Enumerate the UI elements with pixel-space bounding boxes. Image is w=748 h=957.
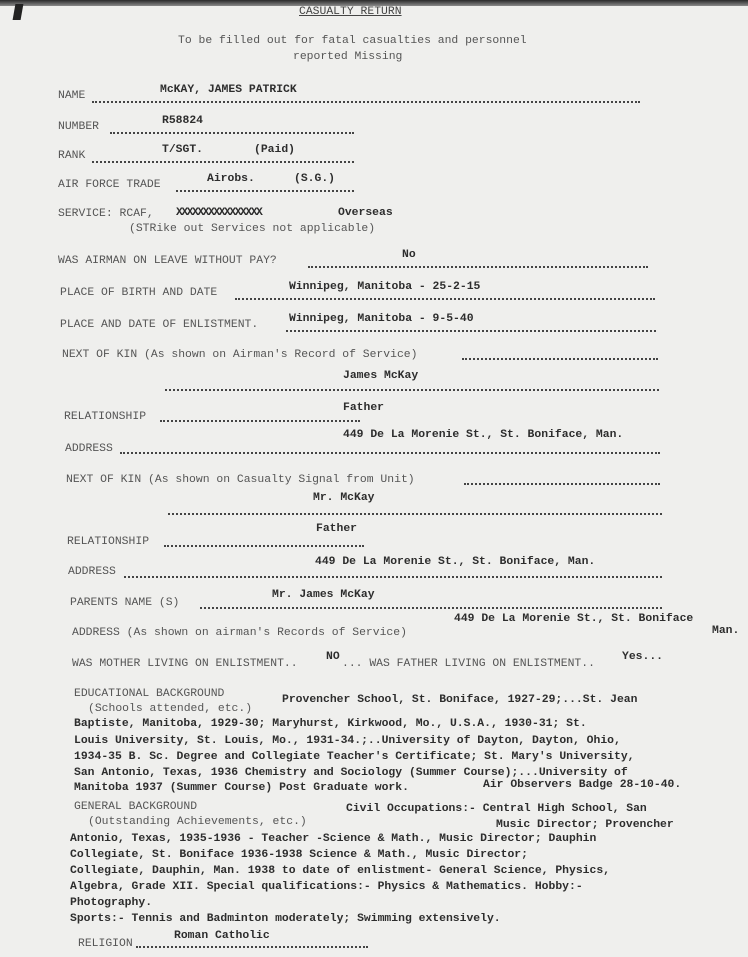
nok1-address-label: ADDRESS [65, 443, 113, 455]
trade-dots [176, 190, 354, 192]
nok1-dots [462, 358, 658, 360]
father-living-value: Yes... [622, 651, 664, 663]
enlistment-label: PLACE AND DATE OF ENLISTMENT. [60, 319, 259, 331]
parents-value: Mr. James McKay [272, 589, 375, 601]
nok2-value-dots [168, 513, 662, 515]
scan-mark [13, 4, 24, 20]
number-dots [110, 132, 354, 134]
education-sublabel: (Schools attended, etc.) [88, 703, 253, 715]
general-line: Music Director; Provencher [496, 819, 674, 831]
nok1-address-value: 449 De La Morenie St., St. Boniface, Man. [343, 429, 624, 441]
rank-paid-value: (Paid) [254, 144, 296, 156]
trade-label: AIR FORCE TRADE [58, 179, 161, 191]
trade-value: Airobs. [207, 173, 255, 185]
education-line: 1934-35 B. Sc. Degree and Collegiate Teacher's Certificate; St. Mary's University, [74, 751, 635, 763]
parents-address-label: ADDRESS (As shown on airman's Records of Service) [72, 627, 407, 639]
nok1-relationship-label: RELATIONSHIP [64, 411, 147, 423]
name-label: NAME [58, 90, 86, 102]
father-living-label: ... WAS FATHER LIVING ON ENLISTMENT.. [342, 658, 595, 670]
general-line: Civil Occupations:- Central High School, San [346, 803, 647, 815]
service-note: (STRike out Services not applicable) [129, 223, 376, 235]
general-line: Collegiate, St. Boniface 1936-1938 Science & Math., Music Director; [70, 849, 528, 861]
nok2-relationship-label: RELATIONSHIP [67, 536, 150, 548]
birth-value: Winnipeg, Manitoba - 25-2-15 [289, 281, 481, 293]
subtitle-line-2: reported Missing [293, 51, 403, 63]
general-line: Collegiate, Dauphin, Man. 1938 to date of enlistment- General Science, Physics, [70, 865, 611, 877]
parents-address-value-2: Man. [712, 625, 740, 637]
general-label: GENERAL BACKGROUND [74, 801, 198, 813]
birth-dots [235, 298, 655, 300]
nok2-label: NEXT OF KIN (As shown on Casualty Signal from Unit) [66, 474, 415, 486]
education-line: San Antonio, Texas, 1936 Chemistry and Sociology (Summer Course);...University of [74, 767, 628, 779]
birth-label: PLACE OF BIRTH AND DATE [60, 287, 218, 299]
mother-living-label: WAS MOTHER LIVING ON ENLISTMENT.. [72, 658, 298, 670]
rank-dots [92, 161, 354, 163]
education-line: Manitoba 1937 (Summer Course) Post Graduate work. [74, 782, 409, 794]
number-label: NUMBER [58, 121, 100, 133]
general-line: Algebra, Grade XII. Special qualifications:- Physics & Mathematics. Hobby:- [70, 881, 583, 893]
general-line: Sports:- Tennis and Badminton moderately; Swimming extensively. [70, 913, 501, 925]
struck-services: XXXXXXXXXXXXXXXX [176, 207, 262, 219]
education-line: Air Observers Badge 28-10-40. [483, 779, 682, 791]
parents-address-value: 449 De La Morenie St., St. Boniface [454, 613, 694, 625]
nok2-value: Mr. McKay [313, 492, 375, 504]
general-line: Antonio, Texas, 1935-1936 - Teacher -Science & Math., Music Director; Dauphin [70, 833, 597, 845]
general-sublabel: (Outstanding Achievements, etc.) [88, 816, 307, 828]
nok1-value-dots [165, 389, 659, 391]
nok2-dots [464, 483, 660, 485]
nok1-relationship-value: Father [343, 402, 385, 414]
nok2-address-dots [124, 576, 662, 578]
service-value: Overseas [338, 207, 393, 219]
mother-living-value: NO [326, 651, 340, 663]
parents-label: PARENTS NAME (S) [70, 597, 180, 609]
nok2-address-label: ADDRESS [68, 566, 116, 578]
nok1-label: NEXT OF KIN (As shown on Airman's Record of Service) [62, 349, 418, 361]
rank-value: T/SGT. [162, 144, 204, 156]
education-line: Provencher School, St. Boniface, 1927-29;...St. Jean [282, 694, 638, 706]
enlistment-dots [286, 330, 656, 332]
enlistment-value: Winnipeg, Manitoba - 9-5-40 [289, 313, 474, 325]
nok2-relationship-dots [164, 545, 364, 547]
nok1-value: James McKay [343, 370, 419, 382]
nok1-relationship-dots [160, 420, 360, 422]
nok1-address-dots [120, 452, 660, 454]
name-dots [92, 101, 640, 103]
rank-label: RANK [58, 150, 86, 162]
subtitle-line-1: To be filled out for fatal casualties and personnel [178, 35, 527, 47]
service-label: SERVICE: RCAF, [58, 208, 154, 220]
leave-label: WAS AIRMAN ON LEAVE WITHOUT PAY? [58, 255, 277, 267]
nok2-relationship-value: Father [316, 523, 358, 535]
religion-label: RELIGION [78, 938, 133, 950]
name-value: McKAY, JAMES PATRICK [160, 84, 297, 96]
education-line: Baptiste, Manitoba, 1929-30; Maryhurst, Kirkwood, Mo., U.S.A., 1930-31; St. [74, 718, 587, 730]
document-title: CASUALTY RETURN [299, 6, 402, 18]
general-line: Photography. [70, 897, 153, 909]
nok2-address-value: 449 De La Morenie St., St. Boniface, Man. [315, 556, 596, 568]
religion-dots [136, 946, 368, 948]
education-line: Louis University, St. Louis, Mo., 1931-34.;..University of Dayton, Dayton, Ohio, [74, 735, 621, 747]
number-value: R58824 [162, 115, 204, 127]
religion-value: Roman Catholic [174, 930, 270, 942]
leave-value: No [402, 249, 416, 261]
trade-class-value: (S.G.) [294, 173, 336, 185]
parents-dots [200, 607, 662, 609]
education-label: EDUCATIONAL BACKGROUND [74, 688, 225, 700]
leave-dots [308, 266, 648, 268]
